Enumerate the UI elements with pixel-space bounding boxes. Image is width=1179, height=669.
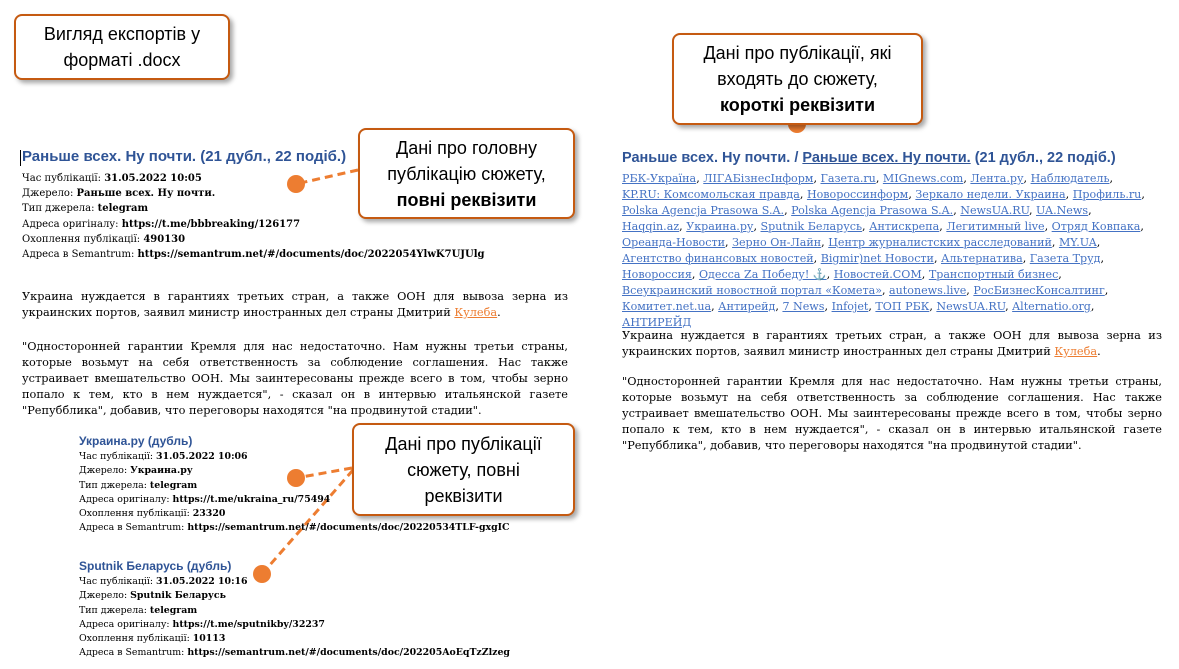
source-link[interactable]: Sputnik Беларусь (760, 220, 863, 233)
source-link[interactable]: РБК-Україна (622, 172, 697, 185)
source-link[interactable]: autonews.live (889, 284, 967, 297)
story-sources-list: РБК-Україна, ЛІГАБізнесІнформ, Газета.ru, MIGnews.com, Лента.ру, Наблюдатель, KP.RU: Комсомольская правда, Новороссинформ, Зеркало недели. Украина, Профиль.ru, Polska Agencja Prasowa S.A., Polska Agencja Prasowa S.A., NewsUA.RU, UA.News, Haqqin.az, Украина.ру, Sputnik Беларусь, Антискрепа, Легитимный live, Отряд Ковпака, Ореанда-Новости, Зерно Он-Лайн, Центр журналистских расследований, MY.UA, Агентство финансовых новостей, Bigmir)net Новости, Альтернатива, Газета Труд, Новороссия, Одесса Za Победу! ⚓, Новостей.COM, Транспортный бизнес, Всеукраинский новостной портал «Комета», autonews.live, РосБизнесКонсалтинг, Комитет.net.ua, Антирейд, 7 News, Infojet, ТОП РБК, NewsUA.RU, Alternatio.org, АНТИРЕЙД (622, 172, 1145, 329)
source-link[interactable]: Всеукраинский новостной портал «Комета» (622, 284, 882, 297)
source-link[interactable]: Центр журналистских расследований (828, 236, 1052, 249)
source-link[interactable]: Новороссинформ (806, 188, 909, 201)
meta-row: Адреса оригіналу: https://t.me/ukraina_ru/75494 (79, 493, 331, 505)
callout-line: короткі реквізити (719, 95, 876, 115)
source-link[interactable]: Наблюдатель (1030, 172, 1110, 185)
right-article-paragraph-1: Украина нуждается в гарантиях третьих стран, а также ООН для вывоза зерна из украинских портов, заявил министр иностранных дел страны Дмитрий Кулеба. (622, 329, 1162, 358)
main-story-title: Раньше всех. Ну почти. (21 дубл., 22 подіб.) (22, 148, 347, 165)
meta-row: Джерело: Sputnik Беларусь (79, 590, 226, 602)
callout-line: повні реквізити (396, 189, 537, 210)
source-link[interactable]: Polska Agencja Prasowa S.A. (791, 204, 954, 217)
source-link[interactable]: Лента.ру (970, 172, 1024, 185)
meta-row: Охоплення публікації: 10113 (79, 633, 226, 645)
source-link[interactable]: Антискрепа (869, 220, 940, 233)
callout-line: форматі .docx (63, 50, 181, 70)
source-link[interactable]: 7 News (782, 300, 825, 313)
dupe-meta-1 (79, 450, 510, 536)
callout-line: реквізити (424, 485, 503, 506)
source-link[interactable]: Новостей.COM (833, 268, 922, 281)
source-link[interactable]: Профиль.ru (1072, 188, 1142, 201)
source-link[interactable]: Зерно Он-Лайн (732, 236, 822, 249)
source-link[interactable]: Транспортный бизнес (928, 268, 1059, 281)
source-link[interactable]: KP.RU: Комсомольская правда (622, 188, 800, 201)
right-article-paragraph-2: "Односторонней гарантии Кремля для нас недостаточно. Нам нужны третьи страны, которые возьмут на себя ответственность за соблюдение соглашения. Нас также устраивает вмешательство ООН. Мы заинтересованы прежде всего в том, чтобы зерно попало к тем, кто в нем нуждается", - сказал он в интервью итальянской газете "Репубблика", добавив, что переговоры находятся "на продвинутой стадии". (622, 375, 1162, 452)
source-link[interactable]: ТОП РБК (875, 300, 930, 313)
source-link[interactable]: ЛІГАБізнесІнформ (703, 172, 814, 185)
source-link[interactable]: Легитимный live (946, 220, 1045, 233)
text-cursor (20, 150, 21, 166)
article-paragraph-1: Украина нуждается в гарантиях третьих стран, а также ООН для вывоза зерна из украинских портов, заявил министр иностранных дел страны Дмитрий Кулеба. (22, 290, 568, 319)
source-link[interactable]: Альтернатива (941, 252, 1023, 265)
callout-line: Дані про головну (396, 137, 537, 158)
meta-row: Джерело: Раньше всех. Ну почти. (22, 188, 216, 200)
meta-row: Час публікації: 31.05.2022 10:06 (79, 451, 248, 462)
meta-row: Тип джерела: telegram (79, 604, 198, 616)
source-link[interactable]: MIGnews.com (882, 172, 964, 185)
source-link[interactable]: Infojet (831, 300, 869, 313)
source-link[interactable]: Антирейд (718, 300, 776, 313)
meta-row: Час публікації: 31.05.2022 10:05 (22, 173, 202, 184)
source-link[interactable]: NewsUA.RU (960, 204, 1029, 217)
source-link[interactable]: Отряд Ковпака (1051, 220, 1141, 233)
source-link[interactable]: Ореанда-Новости (622, 236, 725, 249)
callout-story-publications-short (672, 33, 923, 125)
source-link[interactable]: Украина.ру (686, 220, 754, 233)
meta-row: Тип джерела: telegram (22, 203, 149, 215)
dupe-title-1: Украина.ру (дубль) (79, 434, 193, 448)
meta-row: Адреса оригіналу: https://t.me/bbbreaking/126177 (22, 218, 301, 230)
main-meta (22, 171, 485, 262)
meta-row: Адреса в Semantrum: https://semantrum.net/#/documents/doc/202205AoEqTzZlzeg (79, 647, 510, 659)
source-link[interactable]: Агентство финансовых новостей (622, 252, 814, 265)
source-link[interactable]: Газета Труд (1029, 252, 1101, 265)
source-link[interactable]: Новороссия (622, 268, 692, 281)
person-link[interactable]: Кулеба (1054, 345, 1098, 358)
source-link[interactable]: NewsUA.RU (936, 300, 1006, 313)
callout-line: входять до сюжету, (717, 69, 878, 89)
meta-row: Тип джерела: telegram (79, 479, 198, 491)
person-link[interactable]: Кулеба (454, 306, 498, 319)
source-link[interactable]: Haqqin.az (622, 220, 680, 233)
source-link[interactable]: Polska Agencja Prasowa S.A. (622, 204, 785, 217)
callout-line: Вигляд експортів у (43, 24, 201, 44)
source-link[interactable]: UA.News (1036, 204, 1089, 217)
meta-row: Час публікації: 31.05.2022 10:16 (79, 576, 248, 587)
meta-row: Охоплення публікації: 23320 (79, 508, 226, 520)
callout-line: сюжету, повні (407, 459, 520, 480)
source-link[interactable]: Bigmir)net Новости (820, 252, 934, 265)
source-link[interactable]: Alternatio.org (1012, 300, 1091, 313)
dupe-title-2: Sputnik Беларусь (дубль) (79, 559, 232, 573)
dupe-meta-2 (79, 575, 510, 661)
meta-row: Охоплення публікації: 490130 (22, 233, 186, 245)
meta-row: Адреса в Semantrum: https://semantrum.net/#/documents/doc/2022054YlwK7UJUlg (22, 249, 485, 261)
callout-view-format (14, 14, 230, 80)
source-link[interactable]: АНТИРЕЙД (622, 316, 692, 329)
article-paragraph-2: "Односторонней гарантии Кремля для нас недостаточно. Нам нужны третьи страны, которые возьмут на себя ответственность за соблюдение соглашения. Нас также устраивает вмешательство ООН. Мы заинтересованы прежде всего в том, чтобы зерно попало к тем, кто в нем нуждается", - сказал он в интервью итальянской газете "Репубблика", добавив, что переговоры находятся "на продвинутой стадии". (22, 340, 568, 417)
source-link[interactable]: Комитет.net.ua (622, 300, 712, 313)
source-link[interactable]: MY.UA (1058, 236, 1097, 249)
source-link[interactable]: Одесса Za Победу! ⚓ (698, 268, 827, 281)
callout-line: Дані про публікації (385, 433, 542, 454)
callout-line: Дані про публікації, які (703, 43, 892, 63)
story-title-link[interactable]: Раньше всех. Ну почти. (802, 150, 971, 166)
callout-line: публікацію сюжету, (387, 163, 546, 184)
meta-row: Адреса в Semantrum: https://semantrum.net/#/documents/doc/20220534TLF-gxgIC (79, 522, 510, 534)
source-link[interactable]: РосБизнесКонсалтинг (973, 284, 1105, 297)
source-link[interactable]: Газета.ru (820, 172, 876, 185)
source-link[interactable]: Зеркало недели. Украина (915, 188, 1066, 201)
right-story-title: Раньше всех. Ну почти. / Раньше всех. Ну почти. (21 дубл., 22 подіб.) (622, 150, 1116, 166)
meta-row: Джерело: Украина.ру (79, 465, 193, 477)
meta-row: Адреса оригіналу: https://t.me/sputnikby/32237 (79, 618, 325, 630)
